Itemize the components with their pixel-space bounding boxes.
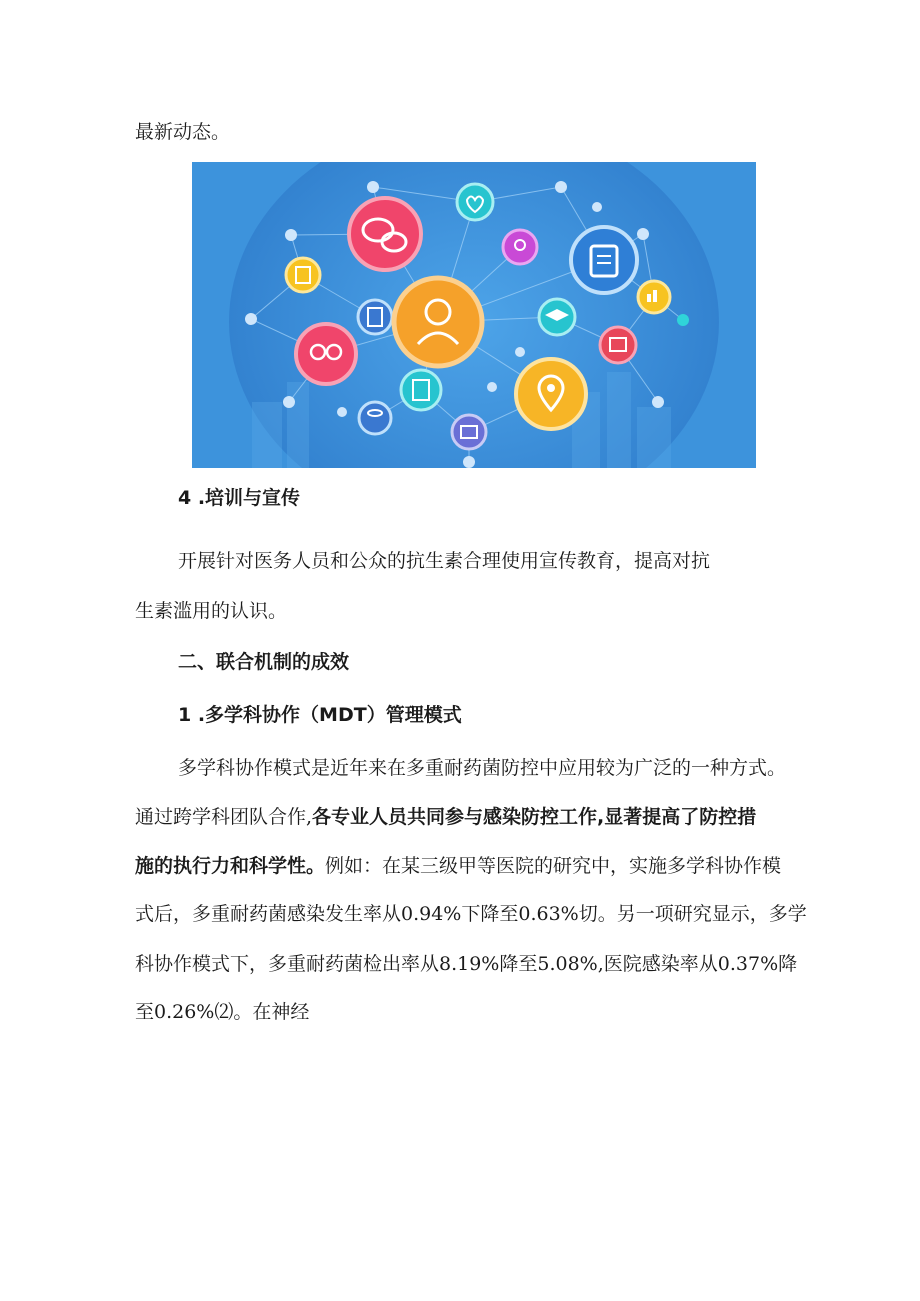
paragraph-1-line-2: 生素滥用的认识。 [135, 600, 288, 622]
paragraph-2-line-6: 至0.26%⑵。在神经 [135, 1001, 310, 1023]
location-icon [503, 230, 537, 264]
graduation-cap-icon [539, 299, 575, 335]
database-icon [359, 402, 391, 434]
book-icon [600, 327, 636, 363]
building-icon [358, 300, 392, 334]
section-2-title: 二、联合机制的成效 [178, 651, 350, 673]
paragraph-2-line-1: 多学科协作模式是近年来在多重耐药菌防控中应用较为广泛的一种方式。 [178, 757, 787, 779]
gender-icon [296, 324, 356, 384]
chart-icon [638, 281, 670, 313]
section-4-heading: 4 .培训与宣传 [178, 487, 301, 509]
store-icon [452, 415, 486, 449]
paragraph-2-line-2-bold: 各专业人员共同参与感染防控工作,显著提高了防控措 [312, 806, 757, 828]
paragraph-2-line-3-normal: 例如：在某三级甲等医院的研究中，实施多学科协作模 [325, 855, 782, 877]
paragraph-2-line-2 [135, 805, 756, 829]
network-graphic [192, 162, 756, 468]
paragraph-2-line-4: 式后，多重耐药菌感染发生率从0.94%下降至0.63%切。另一项研究显示，多学 [135, 903, 807, 925]
heart-icon [457, 184, 493, 220]
subsection-1-heading: 1 .多学科协作（MDT）管理模式 [178, 704, 462, 726]
map-pin-icon [516, 359, 586, 429]
list-icon [401, 370, 441, 410]
person-icon [394, 278, 482, 366]
wechat-icon [349, 198, 421, 270]
paragraph-2-line-3 [135, 854, 781, 878]
network-illustration [192, 162, 756, 468]
paragraph-1-line-1: 开展针对医务人员和公众的抗生素合理使用宣传教育，提高对抗 [178, 550, 711, 572]
paragraph-2-line-2-normal: 通过跨学科团队合作, [135, 806, 313, 828]
paragraph-2-line-3-bold: 施的执行力和科学性。 [135, 855, 326, 877]
note-icon [286, 258, 320, 292]
paragraph-2-line-5: 科协作模式下，多重耐药菌检出率从8.19%降至5.08%,医院感染率从0.37%降 [135, 953, 798, 975]
intro-tail-text: 最新动态。 [135, 121, 231, 143]
document-icon [571, 227, 637, 293]
